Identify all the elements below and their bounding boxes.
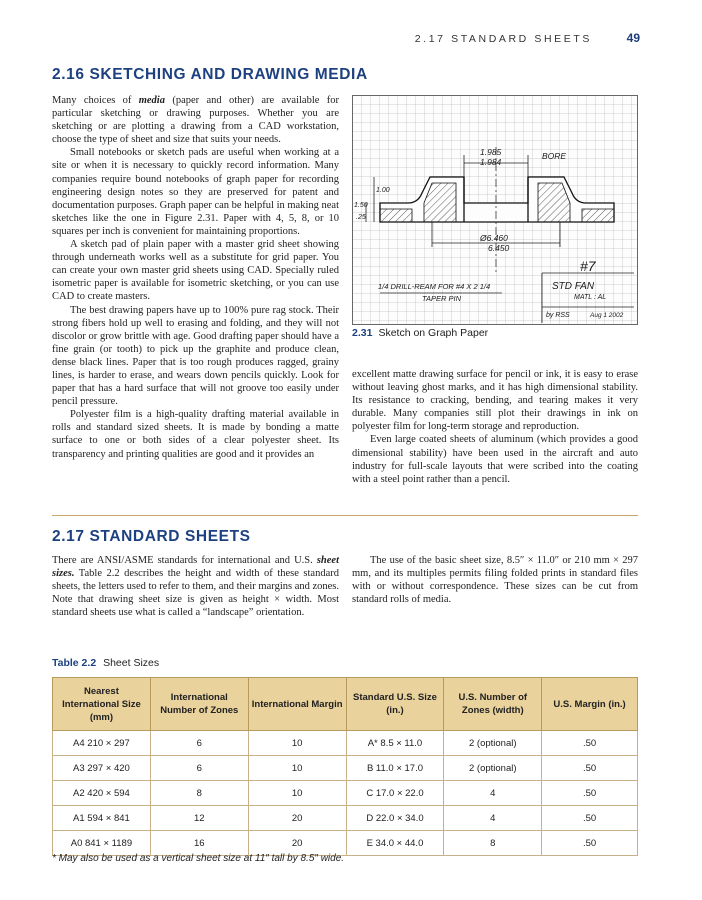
table-cell: 10 <box>248 756 346 781</box>
paragraph-text: There are ANSI/ASME standards for international and U.S. <box>52 555 317 566</box>
table-cell: C 17.0 × 22.0 <box>346 781 444 806</box>
note-dim-100: 1.00 <box>376 187 390 194</box>
table-cell: .50 <box>542 756 638 781</box>
table-cell: .50 <box>542 781 638 806</box>
table-row <box>53 831 638 856</box>
table-caption <box>52 657 159 669</box>
table-cell: .50 <box>542 831 638 856</box>
note-drill-2: TAPER PIN <box>422 294 462 303</box>
note-dim-150: 1.50 <box>354 202 368 209</box>
paragraph-aluminum: Even large coated sheets of aluminum (which provides a good dimensional stability) have been used in the aircraft and auto industry for full-scale layouts that were scribed into the coating with a steel point rather than a pencil. <box>352 434 638 485</box>
table-cell: 16 <box>150 831 248 856</box>
running-head <box>0 33 702 49</box>
paragraph-sketch-pad: A sketch pad of plain paper with a master grid sheet showing through underneath works well as a substitute for grid paper. You can create your own master grid sheets using CAD. Specially ruled isometric paper is available for isometric sketching, or you can use CAD to create masters. <box>52 239 339 303</box>
table-cell: 2 (optional) <box>444 756 542 781</box>
note-dia-1: Ø6.460 <box>480 233 508 243</box>
table-cell: A* 8.5 × 11.0 <box>346 731 444 756</box>
header-intl-size: Nearest International Size (mm) <box>53 678 151 731</box>
note-date: Aug 1 2002 <box>590 312 624 319</box>
note-by: by RSS <box>546 312 570 319</box>
header-us-margin: U.S. Margin (in.) <box>542 678 638 731</box>
table-row <box>53 806 638 831</box>
note-dim-top2: 1.984 <box>480 157 502 167</box>
table-row <box>53 756 638 781</box>
table-cell: 8 <box>150 781 248 806</box>
note-part-number: #7 <box>580 258 596 274</box>
table-cell: 2 (optional) <box>444 731 542 756</box>
paragraph-polyester-continued: excellent matte drawing surface for pencil or ink, it is easy to erase without leaving ghost marks, and it has high dimensional stability. Its resistance to cracking, bending, and tearing makes it very durable. Many companies still plot their drawings in ink on polyester film for long-term storage and reproduction. <box>352 369 638 433</box>
paragraph-ansi-standards <box>52 554 339 619</box>
table-cell: 6 <box>150 756 248 781</box>
note-dim-top: 1.985 <box>480 147 502 157</box>
table-cell: 4 <box>444 781 542 806</box>
table-cell: 12 <box>150 806 248 831</box>
keyword-media: media <box>138 95 165 106</box>
table-title: Sheet Sizes <box>103 657 160 669</box>
note-dim-25: .25 <box>356 214 366 221</box>
paragraph-basic-sheet-size: The use of the basic sheet size, 8.5″ × 11.0″ or 210 mm × 297 mm, and its multiples permits filing folded prints in standard files with or without correspondence. These sizes can be cut from standard rolls of media. <box>352 555 638 606</box>
table-cell: A3 297 × 420 <box>53 756 151 781</box>
table-cell: 8 <box>444 831 542 856</box>
table-cell: 4 <box>444 806 542 831</box>
running-title: 2.17 STANDARD SHEETS <box>414 33 592 45</box>
table-footnote: * May also be used as a vertical sheet size at 11″ tall by 8.5″ wide. <box>52 853 345 864</box>
table-row <box>53 731 638 756</box>
table-number: Table 2.2 <box>52 657 97 669</box>
page-number: 49 <box>626 31 640 45</box>
paragraph-text: Table 2.2 describes the height and width of these standard sheets, the letters used to refer to them, and their margins and zones. Note that drawing sheet size is given as height × width. Most standard sheets use what is called a “landscape” orientation. <box>52 568 340 619</box>
table-row <box>53 781 638 806</box>
note-drill-1: 1/4 DRILL-REAM FOR #4 X 2 1/4 <box>378 282 491 291</box>
table-cell: A1 594 × 841 <box>53 806 151 831</box>
header-us-size: Standard U.S. Size (in.) <box>346 678 444 731</box>
figure-caption-text: Sketch on Graph Paper <box>378 327 489 339</box>
figure-graph-paper-sketch <box>352 95 638 325</box>
figure-number: 2.31 <box>352 327 373 339</box>
table-cell: 6 <box>150 731 248 756</box>
graph-paper-sketch-svg <box>352 95 638 325</box>
table-cell: .50 <box>542 806 638 831</box>
section-heading-2-16: 2.16 SKETCHING AND DRAWING MEDIA <box>52 66 368 83</box>
paragraph-notebooks: Small notebooks or sketch pads are useful when working at a site or when it is necessary to quickly record information. Many companies require bound notebooks of graph paper for recording engineering design notes so they are preserved for patent and documentation purposes. Graph paper can be helpful in making neat sketches like the one in Figure 2.31. Paper with 4, 5, 8, or 10 squares per inch is convenient for maintaining proportions. <box>52 147 339 237</box>
table-cell: 10 <box>248 731 346 756</box>
table-cell: A4 210 × 297 <box>53 731 151 756</box>
table-cell: A0 841 × 1189 <box>53 831 151 856</box>
table-cell: A2 420 × 594 <box>53 781 151 806</box>
header-us-zones: U.S. Number of Zones (width) <box>444 678 542 731</box>
paragraph-polyester: Polyester film is a high-quality drafting material available in rolls and standard sized sheets. It is made by bonding a matte surface to one or both sides of a clear polyester sheet. Its transparency and printing qualities are good and it provides an <box>52 409 339 460</box>
table-cell: 10 <box>248 781 346 806</box>
section-heading-2-17: 2.17 STANDARD SHEETS <box>52 528 251 545</box>
paragraph-text: Many choices of <box>52 95 139 106</box>
header-intl-zones: International Number of Zones <box>150 678 248 731</box>
note-dia-2: 6.450 <box>488 243 510 253</box>
section-divider <box>52 515 638 516</box>
sheet-sizes-table <box>52 677 638 856</box>
left-column-2-17 <box>52 554 339 619</box>
right-column-2-17 <box>352 554 638 606</box>
table-cell: .50 <box>542 731 638 756</box>
header-intl-margin: International Margin <box>248 678 346 731</box>
right-column-2-16 <box>352 368 638 486</box>
note-material: MATL : AL <box>574 294 607 301</box>
table-cell: 20 <box>248 831 346 856</box>
left-column-2-16 <box>52 94 339 461</box>
figure-caption <box>352 327 488 339</box>
paragraph-media <box>52 94 339 146</box>
note-bore: BORE <box>542 151 567 161</box>
table-cell: D 22.0 × 34.0 <box>346 806 444 831</box>
note-title: STD FAN <box>552 281 595 292</box>
keyword-sheet-sizes: sheet sizes. <box>52 555 339 580</box>
table-header-row <box>53 678 638 731</box>
table-cell: E 34.0 × 44.0 <box>346 831 444 856</box>
paragraph-text: (paper and other) are available for particular sketching or drawing purposes. Whether you are sketching or are plotting a drawing from a CAD workstation, choose the type of sheet and size that suits your needs. <box>52 95 339 146</box>
paragraph-drawing-papers: The best drawing papers have up to 100% pure rag stock. Their strong fibers hold up well to erasing and folding, and they will not discolor or grow brittle with age. Good drafting paper should have a fine grain (or tooth) to pick up the graphite and produce clean, dense black lines. Paper that is too rough produces ragged, grainy lines, is harder to erase, and wears down pencils quickly. Look for paper that has a hard surface that will not groove too easily under pencil pressure. <box>52 304 339 408</box>
table-cell: B 11.0 × 17.0 <box>346 756 444 781</box>
table-cell: 20 <box>248 806 346 831</box>
